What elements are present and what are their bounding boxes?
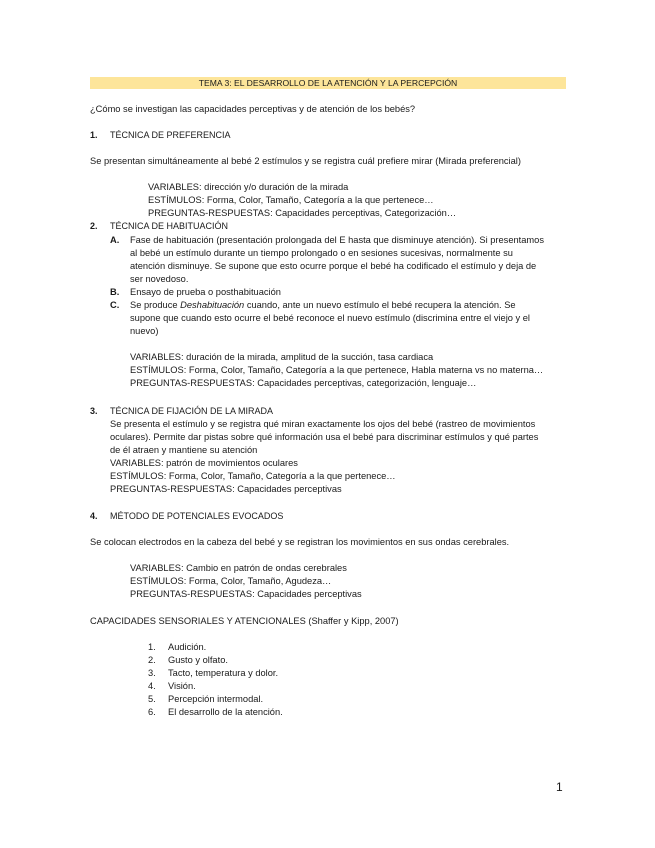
s3-bullet-estimulos: ESTÍMULOS: Forma, Color, Tamaño, Categoría a la que pertenece… [110, 471, 396, 481]
list-item: Gusto y olfato. [168, 655, 228, 665]
s1-bullet-estimulos: ESTÍMULOS: Forma, Color, Tamaño, Categoría a la que pertenece… [148, 195, 434, 205]
section-3-line-2: oculares). Permite dar pistas sobre qué información usa el bebé para discriminar estímulos y qué partes [110, 432, 539, 442]
section-1-text: Se presentan simultáneamente al bebé 2 estímulos y se registra cuál prefiere mirar (Mirada preferencial) [90, 156, 521, 166]
section-4-number: 4. [90, 511, 98, 521]
s1-bullet-preguntas: PREGUNTAS-RESPUESTAS: Capacidades perceptivas, Categorización… [148, 208, 457, 218]
section-2-number: 2. [90, 221, 98, 231]
s2-bullet-estimulos: ESTÍMULOS: Forma, Color, Tamaño, Categoría a la que pertenece, Habla materna vs no materna… [130, 365, 544, 375]
list-item: Percepción intermodal. [168, 694, 264, 704]
list-item: Audición. [168, 642, 207, 652]
deshabituacion-term: Deshabituación [180, 300, 245, 310]
item-a-line-1: Fase de habituación (presentación prolongada del E hasta que disminuye atención). Si presentamos [130, 235, 544, 245]
item-a-label: A. [110, 235, 120, 245]
item-c-line-1: Se produce Deshabituación cuando, ante un nuevo estímulo el bebé recupera la atención. Se [130, 300, 516, 310]
section-1-number: 1. [90, 130, 98, 140]
list-item-number: 2. [148, 655, 156, 665]
section-3-line-1: Se presenta el estímulo y se registra qué miran exactamente los ojos del bebé (rastreo de movimientos [110, 419, 536, 429]
s3-bullet-preguntas: PREGUNTAS-RESPUESTAS: Capacidades perceptivas [110, 484, 342, 494]
list-item: Tacto, temperatura y dolor. [168, 668, 279, 678]
item-a-line-2: al bebé un estímulo durante un tiempo prolongado o en sesiones sucesivas, normalmente su [130, 248, 513, 258]
s4-bullet-estimulos: ESTÍMULOS: Forma, Color, Tamaño, Agudeza… [130, 576, 332, 586]
item-c-line-2: supone que cuando esto ocurre el bebé reconoce el nuevo estímulo (discrimina entre el viejo y el [130, 313, 531, 323]
s4-bullet-preguntas: PREGUNTAS-RESPUESTAS: Capacidades perceptivas [130, 589, 362, 599]
intro-question: ¿Cómo se investigan las capacidades perceptivas y de atención de los bebés? [90, 104, 416, 114]
section-1-heading: TÉCNICA DE PREFERENCIA [110, 130, 231, 140]
list-item-number: 5. [148, 694, 156, 704]
section-4-text: Se colocan electrodos en la cabeza del bebé y se registran los movimientos en sus ondas cerebrales. [90, 537, 510, 547]
section-3-heading: TÉCNICA DE FIJACIÓN DE LA MIRADA [110, 406, 274, 416]
capacidades-heading: CAPACIDADES SENSORIALES Y ATENCIONALES (Shaffer y Kipp, 2007) [90, 616, 399, 626]
section-3-line-3: de él atraen y mantiene su atención [110, 445, 258, 455]
s2-bullet-preguntas: PREGUNTAS-RESPUESTAS: Capacidades perceptivas, categorización, lenguaje… [130, 378, 477, 388]
list-item-number: 1. [148, 642, 156, 652]
item-c-label: C. [110, 300, 120, 310]
item-b-text: Ensayo de prueba o posthabituación [130, 287, 281, 297]
item-a-line-3: atención disminuye. Se supone que esto ocurre porque el bebé ha codificado el estímulo y deja de [130, 261, 537, 271]
s1-bullet-variables: VARIABLES: dirección y/o duración de la mirada [148, 182, 349, 192]
section-3-number: 3. [90, 406, 98, 416]
s4-bullet-variables: VARIABLES: Cambio en patrón de ondas cerebrales [130, 563, 347, 573]
item-b-label: B. [110, 287, 120, 297]
item-a-line-4: ser novedoso. [130, 274, 189, 284]
list-item-number: 6. [148, 707, 156, 717]
list-item: El desarrollo de la atención. [168, 707, 283, 717]
section-2-heading: TÉCNICA DE HABITUACIÓN [110, 221, 229, 231]
document-title: TEMA 3: EL DESARROLLO DE LA ATENCIÓN Y LA PERCEPCIÓN [90, 77, 566, 89]
section-4-heading: MÉTODO DE POTENCIALES EVOCADOS [110, 511, 284, 521]
item-c-line-3: nuevo) [130, 326, 159, 336]
list-item: Visión. [168, 681, 196, 691]
s2-bullet-variables: VARIABLES: duración de la mirada, amplitud de la succión, tasa cardiaca [130, 352, 434, 362]
page-number: 1 [556, 780, 563, 794]
list-item-number: 3. [148, 668, 156, 678]
s3-bullet-variables: VARIABLES: patrón de movimientos oculares [110, 458, 298, 468]
list-item-number: 4. [148, 681, 156, 691]
